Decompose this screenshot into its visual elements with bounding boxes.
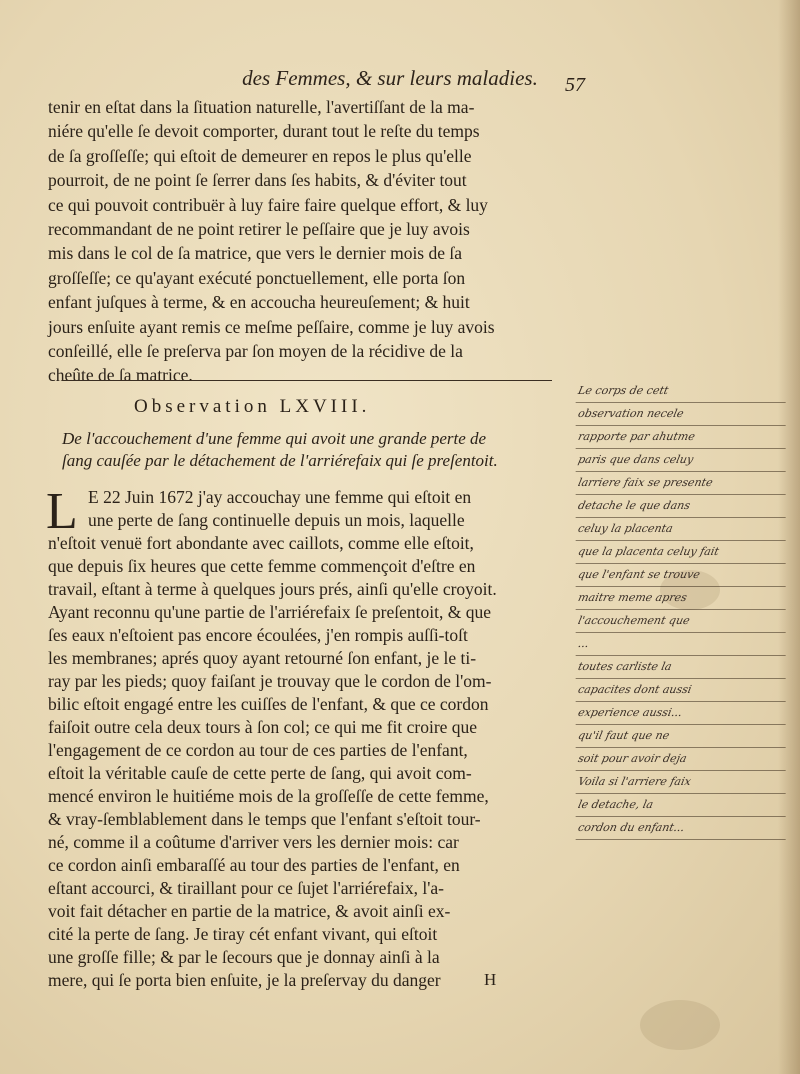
handwritten-note: ... bbox=[576, 633, 791, 656]
text-line: ray par les pieds; quoy faiſant je trouvay que le cordon de l'om- bbox=[48, 671, 492, 691]
handwritten-note: que l'enfant se trouve bbox=[576, 564, 791, 587]
handwritten-note: Voila si l'arriere faix bbox=[576, 771, 791, 794]
text-line: de ſa groſſeſſe; qui eſtoit de demeurer en repos le plus qu'elle bbox=[48, 145, 472, 166]
text-line: mencé environ le huitiéme mois de la groſſeſſe de cette femme, bbox=[48, 786, 489, 806]
text-line: ſes eaux n'eſtoient pas encore écoulées, j'en rompis auſſi-toſt bbox=[48, 625, 468, 645]
text-line: une perte de ſang continuelle depuis un mois, laquelle bbox=[88, 510, 465, 530]
text-line: conſeillé, elle ſe preſerva par ſon moyen de la récidive de la bbox=[48, 340, 463, 361]
handwritten-note: rapporte par ahutme bbox=[576, 426, 791, 449]
handwritten-note: qu'il faut que ne bbox=[576, 725, 791, 748]
handwritten-note: soit pour avoir deja bbox=[576, 748, 791, 771]
handwritten-note: paris que dans celuy bbox=[576, 449, 791, 472]
text-line: & vray-ſemblablement dans le temps que l'enfant s'eſtoit tour- bbox=[48, 809, 481, 829]
paper-stain bbox=[640, 1000, 720, 1050]
handwritten-note: l'accouchement que bbox=[576, 610, 791, 633]
handwritten-note: maitre meme apres bbox=[576, 587, 791, 610]
handwritten-note: cordon du enfant... bbox=[576, 817, 791, 840]
text-line: niére qu'elle ſe devoit comporter, durant tout le reſte du temps bbox=[48, 121, 480, 142]
text-line: eſtant accourci, & tiraillant pour ce ſujet l'arriérefaix, l'a- bbox=[48, 878, 444, 898]
subtitle-line: De l'accouchement d'une femme qui avoit une grande perte de bbox=[62, 429, 487, 448]
text-line: travail, eſtant à terme à quelques jours prés, ainſi qu'elle croyoit. bbox=[48, 579, 497, 599]
handwritten-note: detache le que dans bbox=[576, 495, 791, 518]
text-line: tenir en eſtat dans la ſituation naturelle, l'avertiſſant de la ma- bbox=[48, 97, 475, 117]
text-line: une groſſe fille; & par le ſecours que je donnay ainſi à la bbox=[48, 947, 440, 967]
text-line: l'engagement de ce cordon au tour de ces parties de l'enfant, bbox=[48, 740, 468, 760]
handwritten-note: capacites dont aussi bbox=[576, 679, 791, 702]
text-line: que depuis ſix heures que cette femme commençoit d'eſtre en bbox=[48, 556, 476, 576]
text-line: mis dans le col de ſa matrice, que vers le dernier mois de ſa bbox=[48, 243, 463, 264]
handwritten-note: que la placenta celuy fait bbox=[576, 541, 791, 564]
handwritten-margin-notes bbox=[578, 380, 788, 840]
handwritten-note: celuy la placenta bbox=[576, 518, 791, 541]
text-line: Ayant reconnu qu'une partie de l'arriérefaix ſe preſentoit, & que bbox=[48, 602, 491, 622]
observation-subtitle bbox=[62, 428, 582, 472]
handwritten-note: toutes carliste la bbox=[576, 656, 791, 679]
text-line: voit fait détacher en partie de la matrice, & avoit ainſi ex- bbox=[48, 901, 451, 921]
text-line: n'eſtoit venuë fort abondante avec caillots, comme elle eſtoit, bbox=[48, 533, 474, 553]
text-line: bilic eſtoit engagé entre les cuiſſes de l'enfant, & que ce cordon bbox=[48, 694, 489, 714]
handwritten-note: le detache, la bbox=[576, 794, 791, 817]
signature-mark: H bbox=[484, 970, 497, 989]
text-line: né, comme il a coûtume d'arriver vers les dernier mois: car bbox=[48, 832, 459, 852]
observation-text bbox=[46, 483, 588, 992]
handwritten-note: Le corps de cett bbox=[576, 380, 791, 403]
text-line: mere, qui ſe porta bien enſuite, je la preſervay du danger bbox=[48, 970, 441, 990]
handwritten-note: observation necele bbox=[576, 403, 791, 426]
top-paragraph bbox=[48, 95, 598, 388]
text-line: groſſeſſe; ce qu'ayant exécuté ponctuellement, elle porta ſon bbox=[48, 267, 466, 288]
text-line: enfant juſques à terme, & en accoucha heureuſement; & huit bbox=[48, 292, 470, 313]
text-line: faiſoit outre cela deux tours à ſon col; ce qui me fit croire que bbox=[48, 717, 478, 737]
text-line: jours enſuite ayant remis ce meſme peſſaire, comme je luy avois bbox=[48, 316, 495, 337]
text-line: recommandant de ne point retirer le peſſaire que je luy avois bbox=[48, 218, 470, 239]
handwritten-note: experience aussi... bbox=[576, 702, 791, 725]
text-line: ce cordon ainſi embaraſſé au tour des parties de l'enfant, en bbox=[48, 855, 460, 875]
subtitle-line: ſang cauſée par le détachement de l'arriérefaix qui ſe preſentoit. bbox=[62, 451, 498, 470]
text-line: cité la perte de ſang. Je tiray cét enfant vivant, qui eſtoit bbox=[48, 924, 438, 944]
text-line: les membranes; aprés quoy ayant retourné ſon enfant, je le ti- bbox=[48, 648, 477, 668]
text-line: E 22 Juin 1672 j'ay accouchay une femme qui eſtoit en bbox=[88, 487, 472, 507]
drop-cap: L bbox=[46, 483, 78, 540]
observation-title: Observation LXVIII. bbox=[134, 396, 371, 417]
text-line: ce qui pouvoit contribuër à luy faire faire quelque effort, & luy bbox=[48, 194, 488, 215]
section-rule bbox=[62, 380, 552, 381]
text-line: eſtoit la véritable cauſe de cette perte de ſang, qui avoit com- bbox=[48, 763, 472, 783]
running-title: des Femmes, & sur leurs maladies. bbox=[242, 66, 538, 90]
text-line: cheûte de ſa matrice. bbox=[48, 365, 193, 386]
text-line: pourroit, de ne point ſe ſerrer dans ſes habits, & d'éviter tout bbox=[48, 170, 467, 191]
page-number: 57 bbox=[565, 74, 585, 96]
page-edge-shadow bbox=[778, 0, 800, 1074]
handwritten-note: larriere faix se presente bbox=[576, 472, 791, 495]
